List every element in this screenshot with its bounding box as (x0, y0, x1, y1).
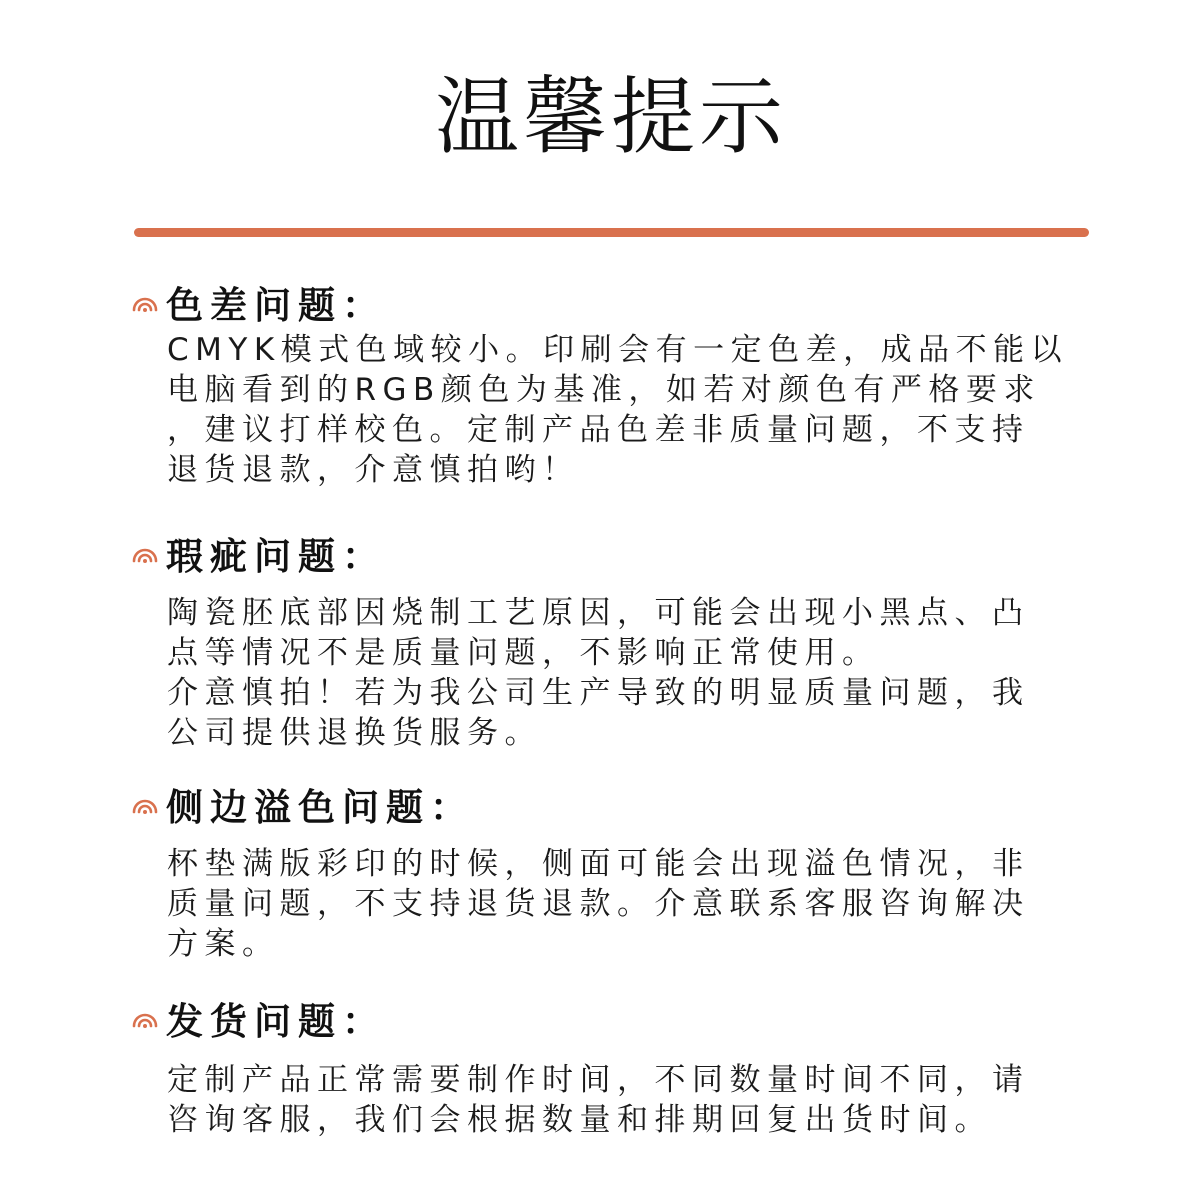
section-heading (130, 276, 1090, 328)
body-line: 介意慎拍！若为我公司生产导致的明显质量问题，我 (167, 675, 1030, 711)
section-heading-text: 侧边溢色问题： (166, 786, 474, 829)
section-body (167, 844, 1090, 964)
body-line: 咨询客服，我们会根据数量和排期回复出货时间。 (167, 1102, 992, 1138)
body-line: 电脑看到的RGB颜色为基准，如若对颜色有严格要求 (167, 372, 1041, 408)
body-line: 陶瓷胚底部因烧制工艺原因，可能会出现小黑点、凸 (167, 595, 1030, 631)
section-body (167, 330, 1090, 490)
body-line: 定制产品正常需要制作时间，不同数量时间不同，请 (167, 1062, 1030, 1098)
wifi-arc-icon (130, 1003, 160, 1033)
section-heading (130, 992, 1090, 1044)
section-body (167, 1060, 1090, 1140)
section-body (167, 593, 1090, 753)
section-heading-text: 发货问题： (166, 1000, 386, 1043)
section-shipping (130, 992, 1090, 1140)
section-heading-text: 色差问题： (166, 284, 386, 327)
section-color-difference (130, 276, 1090, 490)
wifi-arc-icon (130, 789, 160, 819)
page-title: 温馨提示 (434, 68, 787, 166)
title-divider (134, 228, 1089, 237)
body-line: 退货退款，介意慎拍哟！ (167, 452, 580, 488)
section-defects (130, 527, 1090, 753)
body-line: 杯垫满版彩印的时候，侧面可能会出现溢色情况，非 (167, 846, 1030, 882)
body-line: ，建议打样校色。定制产品色差非质量问题，不支持 (167, 412, 1030, 448)
body-line: 点等情况不是质量问题，不影响正常使用。 (167, 635, 880, 671)
wifi-arc-icon (130, 287, 160, 317)
section-heading-text: 瑕疵问题： (166, 535, 386, 578)
section-heading (130, 778, 1090, 830)
section-heading (130, 527, 1090, 579)
body-line: 公司提供退换货服务。 (167, 715, 542, 751)
body-line: CMYK模式色域较小。印刷会有一定色差，成品不能以 (167, 332, 1069, 368)
body-line: 质量问题，不支持退货退款。介意联系客服咨询解决 (167, 886, 1030, 922)
section-side-color-bleed (130, 778, 1090, 964)
wifi-arc-icon (130, 538, 160, 568)
body-line: 方案。 (167, 926, 280, 962)
